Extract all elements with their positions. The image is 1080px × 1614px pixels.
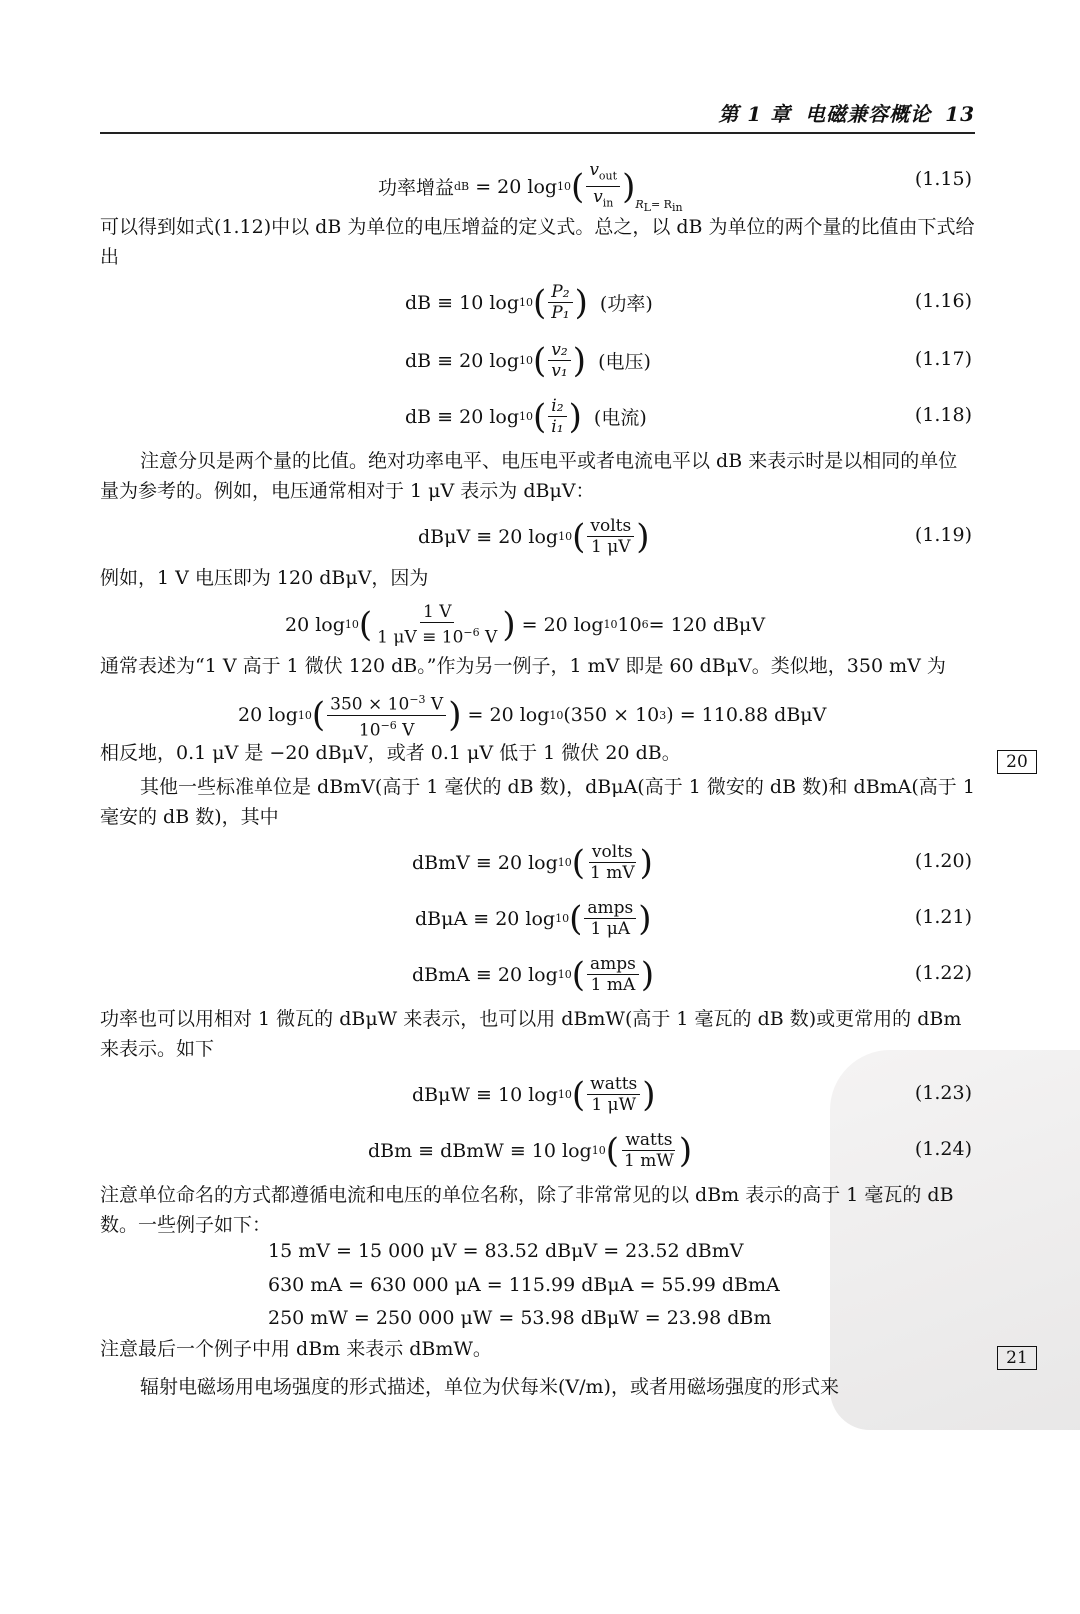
equation-number: (1.22) — [914, 962, 972, 984]
paragraph: 例如，1 V 电压即为 120 dBμV，因为 — [100, 567, 429, 589]
equation-number: (1.18) — [914, 404, 972, 426]
margin-page-mark: 20 — [997, 750, 1037, 774]
equation-1v: 20 log 10 ( $\frac{1 V}{1 \mu V \equiv 10^{-6} V}$ ) = 20 log 10 10 6 = 120 dBμV — [285, 602, 766, 648]
paragraph: 注意最后一个例子中用 dBm 来表示 dBmW。 — [100, 1338, 492, 1360]
equation-number: (1.19) — [914, 524, 972, 546]
paragraph: 相反地，0.1 μV 是 −20 dBμV，或者 0.1 μV 低于 1 微伏 20 dB。 — [100, 742, 681, 764]
paragraph: 注意单位命名的方式都遵循电流和电压的单位名称，除了非常常见的以 dBm 表示的高于 1 毫瓦的 dB 数。一些例子如下： — [100, 1184, 954, 1236]
equation-number: (1.24) — [914, 1138, 972, 1160]
paragraph: 功率也可以用相对 1 微瓦的 dBμW 来表示，也可以用 dBmW(高于 1 毫瓦的 dB 数)或更常用的 dBm 来表示。如下 — [100, 1008, 962, 1060]
equation-number: (1.20) — [914, 850, 972, 872]
equation-1-24: dBm ≡ dBmW ≡ 10 log 10 ( $\frac{\text{watts}}{1 mW}$ ) (1.24) — [368, 1130, 972, 1171]
equation-number: (1.15) — [914, 168, 972, 190]
paragraph: 其他一些标准单位是 dBmV(高于 1 毫伏的 dB 数)，dBμA(高于 1 微安的 dB 数)和 dBmA(高于 1 毫安的 dB 数)，其中 — [100, 776, 975, 828]
example-line: 250 mW = 250 000 μW = 53.98 dBμW = 23.98 dBm — [268, 1307, 772, 1329]
equation-number: (1.17) — [914, 348, 972, 370]
equation-1-21: dBμA ≡ 20 log 10 ( $\frac{\text{amps}}{1 \mu A}$ ) (1.21) — [415, 898, 972, 939]
paragraph: 可以得到如式(1.12)中以 dB 为单位的电压增益的定义式。总之，以 dB 为单位的两个量的比值由下式给出 — [100, 216, 975, 268]
equation-1-15: 功率增益 dB = 20 log 10 ( $\frac{v_{out}}{v_{in}}$ ) $R_L= R_{in}$ (1.15) — [378, 160, 972, 214]
chapter-label: 第 1 章 — [718, 102, 792, 126]
chapter-title: 电磁兼容概论 — [805, 102, 932, 126]
equation-1-16: dB ≡ 10 log 10 ( $\frac{\text{P₂}}{\text{P₁}}$ ) (功率) (1.16) — [405, 282, 972, 323]
paragraph: 通常表述为“1 V 高于 1 微伏 120 dB。”作为另一例子，1 mV 即是 60 dBμV。类似地，350 mV 为 — [100, 655, 946, 677]
paragraph: 注意分贝是两个量的比值。绝对功率电平、电压电平或者电流电平以 dB 来表示时是以相同的单位量为参考的。例如，电压通常相对于 1 μV 表示为 dBμV： — [100, 450, 958, 502]
example-line: 15 mV = 15 000 μV = 83.52 dBμV = 23.52 dBmV — [268, 1240, 744, 1262]
example-line: 630 mA = 630 000 μA = 115.99 dBμA = 55.99 dBmA — [268, 1274, 780, 1296]
page-number: 13 — [945, 102, 975, 126]
equation-1-20: dBmV ≡ 20 log 10 ( $\frac{\text{volts}}{1 mV}$ ) (1.20) — [412, 842, 972, 883]
running-header — [100, 96, 975, 134]
equation-1-19: dBμV ≡ 20 log 10 ( $\frac{\text{volts}}{1 \mu V}$ ) (1.19) — [418, 516, 972, 557]
equation-1-18: dB ≡ 20 log 10 ( $\frac{\text{i₂}}{\text{i₁}}$ ) (电流) (1.18) — [405, 396, 972, 437]
paragraph: 辐射电磁场用电场强度的形式描述，单位为伏每米(V/m)，或者用磁场强度的形式来 — [140, 1376, 839, 1398]
equation-1-22: dBmA ≡ 20 log 10 ( $\frac{\text{amps}}{1 mA}$ ) (1.22) — [412, 954, 972, 995]
equation-number: (1.23) — [914, 1082, 972, 1104]
equation-1-23: dBμW ≡ 10 log 10 ( $\frac{\text{watts}}{1 \mu W}$ ) (1.23) — [412, 1074, 972, 1115]
equation-number: (1.16) — [914, 290, 972, 312]
margin-page-mark: 21 — [997, 1346, 1037, 1370]
equation-1-17: dB ≡ 20 log 10 ( $\frac{\text{v₂}}{\text{v₁}}$ ) (电压) (1.17) — [405, 340, 972, 381]
equation-number: (1.21) — [914, 906, 972, 928]
equation-350mv: 20 log 10 ( $\frac{350 \times 10^{-3} V}{10^{-6} V}$ ) = 20 log 10 (350 × 10 3 ) = 110.88 dBμV — [0, 690, 1080, 730]
